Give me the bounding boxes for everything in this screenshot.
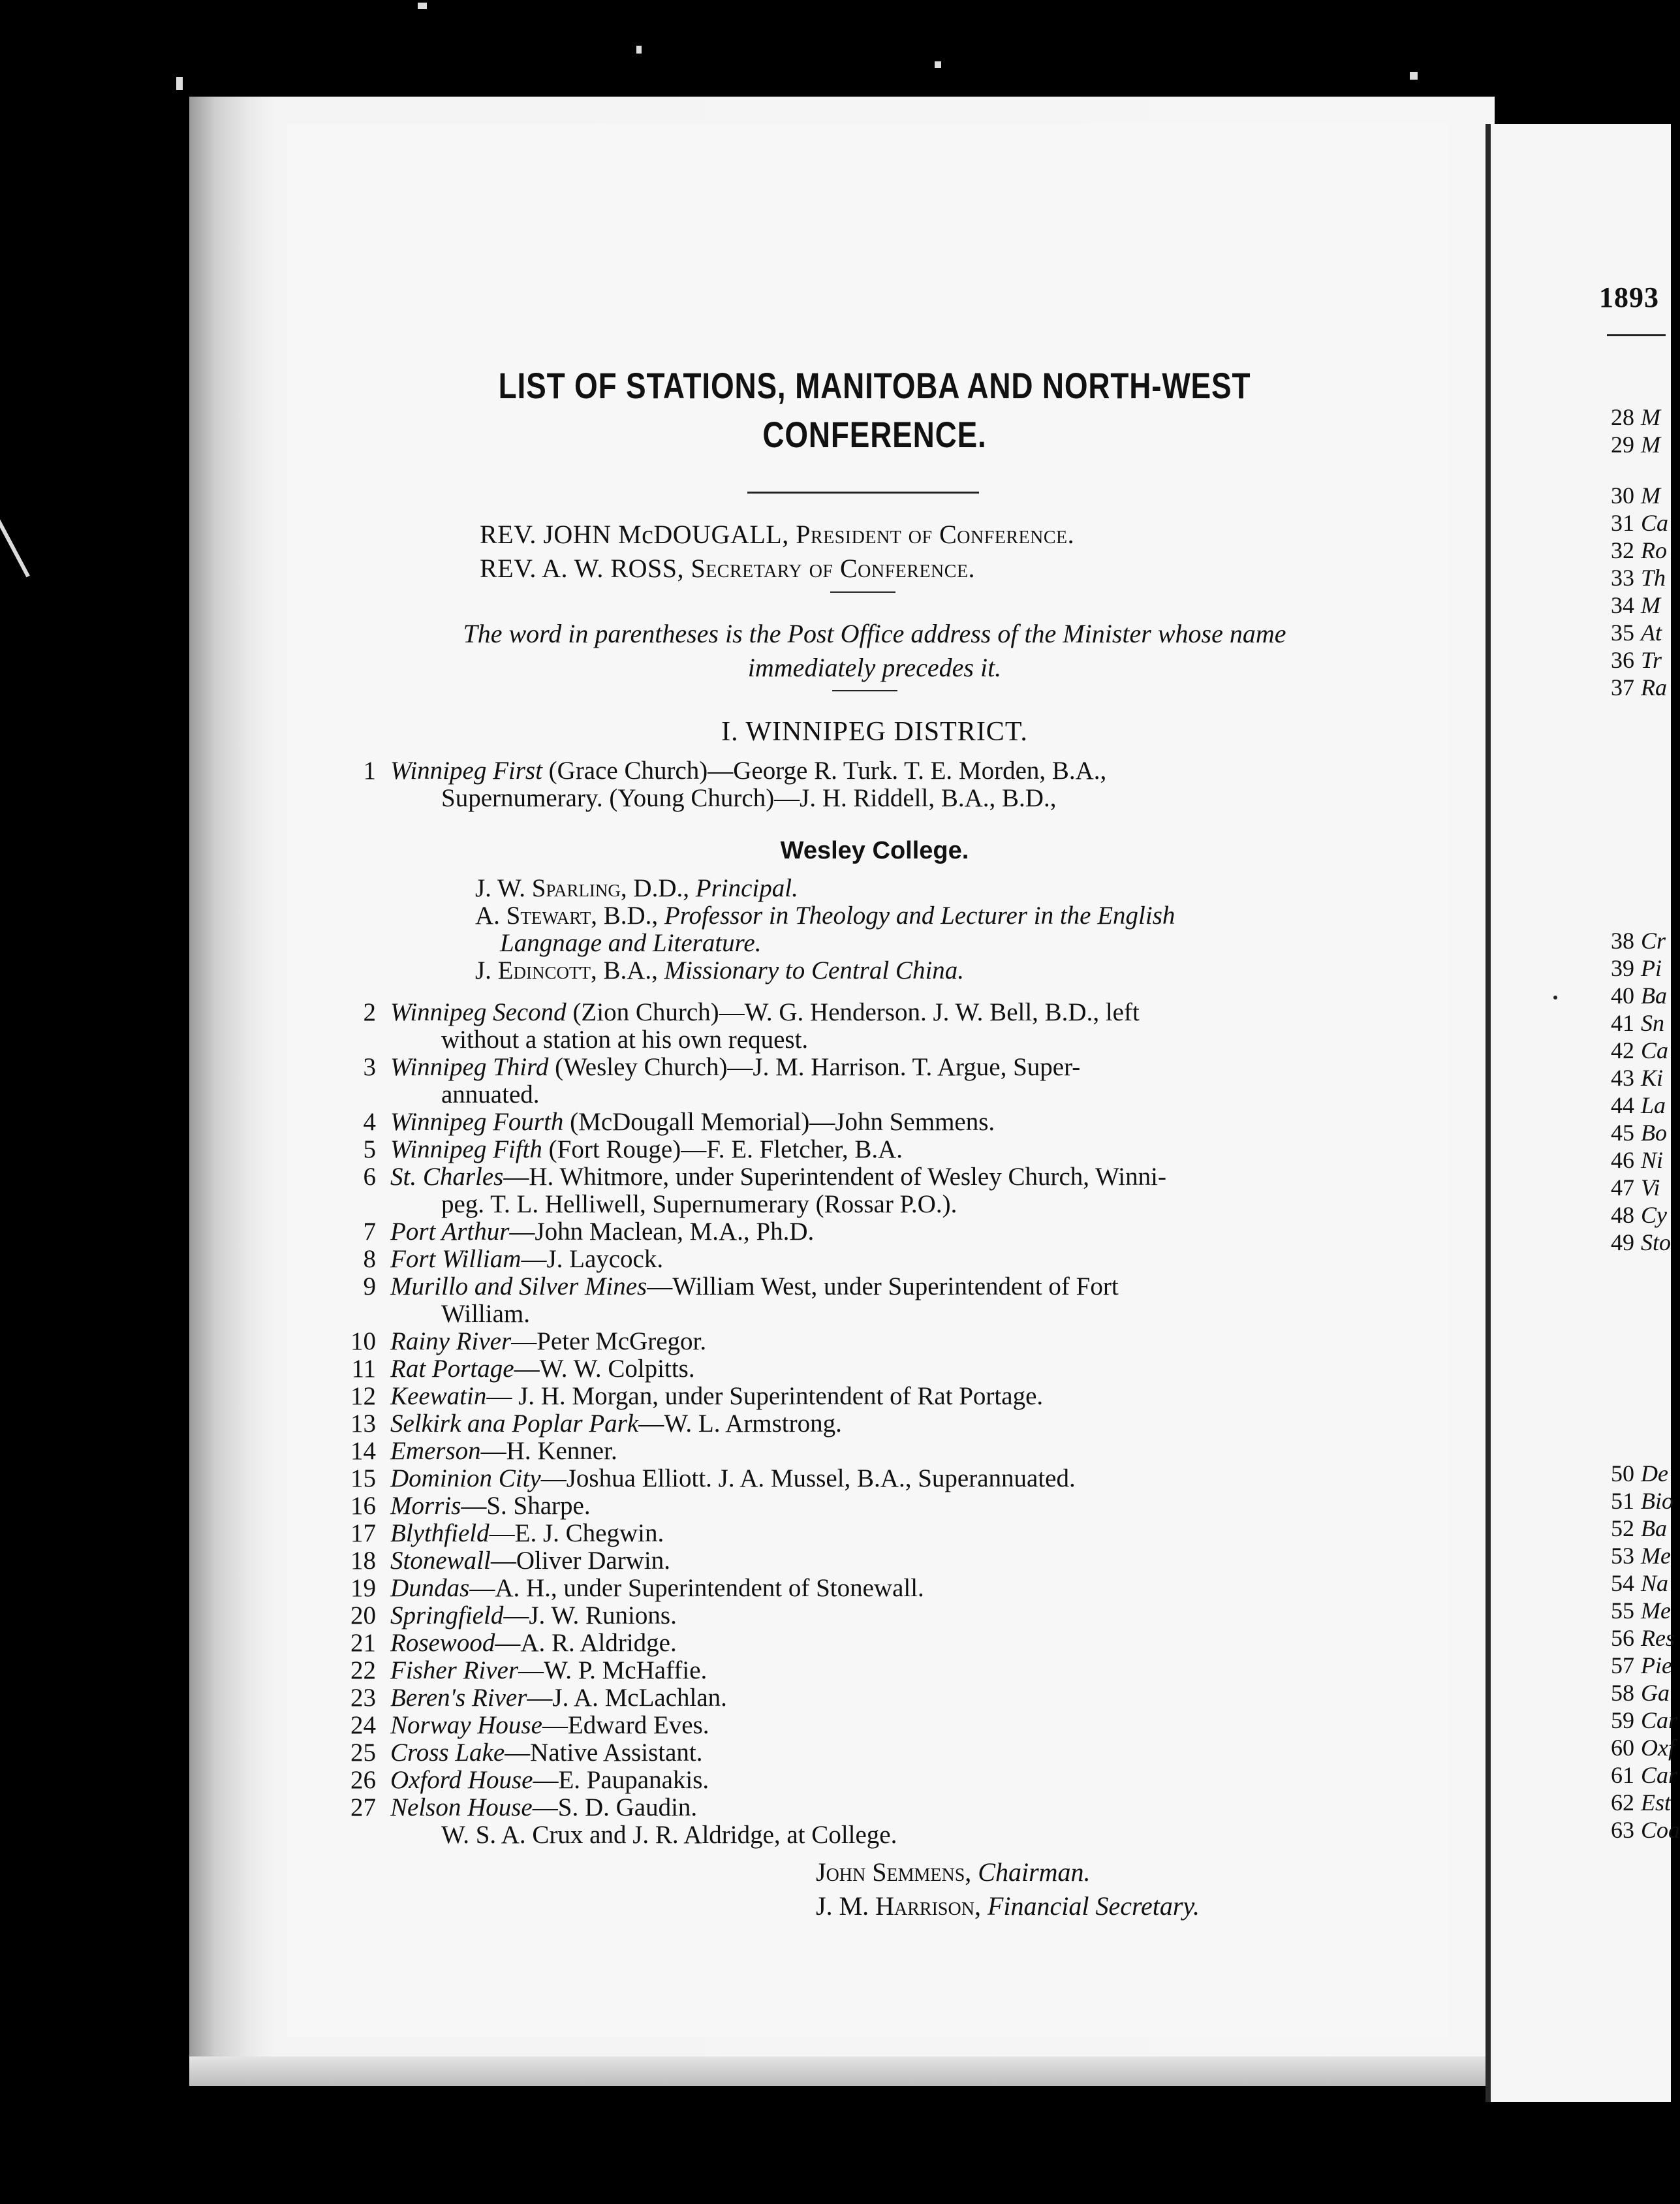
station-number: 13: [350, 1409, 376, 1438]
district-heading: I. WINNIPEG DISTRICT.: [721, 717, 1028, 747]
right-page-entry-number: 35: [1611, 620, 1634, 646]
right-page-entry: [1600, 482, 1660, 509]
station-text: —W. L. Armstrong.: [638, 1409, 842, 1438]
station-text: —J. A. McLachlan.: [527, 1684, 727, 1712]
right-page-entry-number: 62: [1611, 1789, 1634, 1816]
station-entry: [350, 1739, 1330, 1767]
right-page-entry: [1600, 646, 1662, 674]
station-text: —W. W. Colpitts.: [514, 1355, 695, 1383]
right-page-entry-text: Ba: [1641, 983, 1667, 1009]
right-page-entry: [1600, 1146, 1663, 1174]
right-page-entry-text: Ca: [1641, 510, 1669, 536]
right-page-entry-text: Ca: [1641, 1037, 1669, 1063]
right-page-entry-number: 51: [1611, 1488, 1634, 1514]
college-staff: [475, 875, 1337, 902]
station-text: —Native Assistant.: [505, 1739, 703, 1767]
station-place: Dominion City: [390, 1464, 541, 1492]
right-page-entry: [1600, 537, 1667, 564]
right-page-entry-text: Ba: [1641, 1515, 1667, 1541]
right-page-entry-number: 47: [1611, 1174, 1634, 1201]
station-text: —John Maclean, M.A., Ph.D.: [509, 1218, 815, 1246]
station-text: —Joshua Elliott. J. A. Mussel, B.A., Superannuated.: [540, 1464, 1076, 1492]
staff-name: A. Stewart: [475, 902, 591, 930]
staff-degree: , B.D.,: [591, 902, 664, 930]
station-text: —H. Whitmore, under Superintendent of Wesley Church, Winni-: [503, 1163, 1166, 1191]
right-page-entry: [1600, 431, 1660, 458]
right-page-entry-text: M: [1641, 482, 1660, 509]
right-page-entry-number: 63: [1611, 1817, 1634, 1843]
station-place: Emerson: [390, 1437, 481, 1465]
right-page-entry-text: Ni: [1641, 1147, 1664, 1173]
station-text: — J. H. Morgan, under Superintendent of Rat Portage.: [486, 1382, 1044, 1410]
station-continuation: William.: [441, 1300, 530, 1328]
scan-speck: [636, 46, 642, 54]
right-page-entry-text: Th: [1641, 565, 1666, 591]
station-number: 23: [350, 1684, 376, 1712]
right-page-entry-text: Me: [1641, 1543, 1671, 1569]
right-page-entry-text: Bo: [1641, 1120, 1667, 1146]
station-number: 16: [350, 1492, 376, 1520]
station-text: (Grace Church)—George R. Turk. T. E. Morden, B.A.,: [542, 757, 1107, 785]
station-number: 9: [363, 1272, 376, 1300]
staff-role-continuation: Langnage and Literature.: [500, 929, 762, 957]
scan-speck: [1410, 72, 1418, 80]
right-page-entry-text: Ga: [1641, 1680, 1670, 1706]
station-place: St. Charles: [390, 1163, 504, 1191]
station-text: —Oliver Darwin.: [490, 1547, 670, 1575]
right-page-entry: [1600, 591, 1660, 619]
station-place: Stonewall: [390, 1547, 491, 1575]
right-page-entry-text: M: [1641, 592, 1660, 618]
station-entry: [350, 1629, 1330, 1657]
right-page-entry-number: 43: [1611, 1065, 1634, 1091]
right-page-entry: [1600, 1734, 1675, 1761]
right-page-entry-number: 52: [1611, 1515, 1634, 1541]
right-page-entry-number: 53: [1611, 1543, 1634, 1569]
signature-role: Financial Secretary.: [987, 1891, 1200, 1921]
right-page-entry-number: 55: [1611, 1598, 1634, 1624]
right-page-entry: [1600, 1542, 1671, 1569]
station-place: Fisher River: [390, 1656, 519, 1684]
college-staff: [475, 957, 1337, 984]
right-page-entry: [1600, 1789, 1671, 1816]
staff-name: J. W. Sparling: [475, 874, 621, 902]
station-entry: [363, 1245, 1330, 1273]
station-entry: [363, 757, 1330, 812]
station-text: —Peter McGregor.: [511, 1327, 707, 1355]
station-text: —W. P. McHaffie.: [518, 1656, 708, 1684]
college-staff: [475, 902, 1337, 957]
college-students-note: W. S. A. Crux and J. R. Aldridge, at College.: [441, 1821, 897, 1849]
station-text: —William West, under Superintendent of Fort: [647, 1272, 1119, 1300]
officer-president: [480, 518, 1074, 552]
station-entry: [350, 1327, 1330, 1355]
station-text: —S. Sharpe.: [461, 1492, 591, 1520]
right-page-entry-number: 61: [1611, 1762, 1634, 1788]
right-page-entry: [1600, 1174, 1660, 1201]
station-place: Springfield: [390, 1601, 504, 1629]
station-entry: [363, 1135, 1330, 1163]
right-page-entry: [1600, 1487, 1673, 1515]
station-entry: [363, 998, 1330, 1054]
station-number: 5: [363, 1135, 376, 1163]
note-rule: [832, 690, 897, 691]
right-page-entry: [1600, 1816, 1680, 1844]
station-entry: [350, 1656, 1330, 1684]
right-page-entry-text: Ra: [1641, 674, 1667, 701]
station-place: Winnipeg First: [390, 757, 542, 785]
station-number: 6: [363, 1163, 376, 1191]
right-page-entry-number: 34: [1611, 592, 1634, 618]
right-page-entry-text: M: [1641, 432, 1660, 458]
right-page-entry-number: 57: [1611, 1652, 1634, 1678]
station-place: Murillo and Silver Mines: [390, 1272, 647, 1300]
right-page-entry-number: 36: [1611, 647, 1634, 673]
right-page-entry-number: 30: [1611, 482, 1634, 509]
station-continuation: annuated.: [441, 1080, 540, 1109]
station-place: Beren's River: [390, 1684, 527, 1712]
station-number: 15: [350, 1464, 376, 1492]
right-page-entry: [1600, 619, 1662, 646]
right-page-entry-number: 48: [1611, 1202, 1634, 1228]
right-page-entry-text: Pie: [1641, 1652, 1672, 1678]
right-page-entry-number: 39: [1611, 955, 1634, 981]
right-page-entry-number: 49: [1611, 1229, 1634, 1255]
right-page-entry: [1600, 674, 1667, 701]
station-entry: [350, 1601, 1330, 1629]
station-number: 21: [350, 1629, 376, 1657]
station-place: Blythfield: [390, 1519, 490, 1547]
officer-role: President of Conference.: [796, 520, 1075, 549]
station-number: 8: [363, 1245, 376, 1273]
station-entry: [350, 1793, 1330, 1821]
right-page-entry-number: 28: [1611, 404, 1634, 430]
station-number: 10: [350, 1327, 376, 1355]
station-place: Dundas: [390, 1574, 470, 1602]
station-number: 1: [363, 757, 376, 785]
right-page-entry-text: Oxf: [1641, 1735, 1675, 1761]
station-place: Oxford House: [390, 1766, 533, 1794]
right-page-entry-text: Car: [1641, 1762, 1678, 1788]
signature-chairman: John Semmens, Chairman.: [816, 1857, 1091, 1887]
station-continuation: without a station at his own request.: [441, 1026, 809, 1054]
station-entry: [363, 1272, 1330, 1328]
station-number: 3: [363, 1053, 376, 1081]
station-entry: [350, 1684, 1330, 1712]
page-title-line-2: CONFERENCE.: [762, 414, 987, 455]
right-page-entry: [1600, 1569, 1668, 1597]
right-page-entry-text: De: [1641, 1460, 1668, 1487]
staff-degree: , B.A.,: [590, 956, 664, 984]
station-text: —S. D. Gaudin.: [532, 1793, 698, 1821]
officer-secretary: [480, 552, 975, 586]
right-page-entry: [1600, 1597, 1671, 1624]
signature-name: John Semmens: [816, 1857, 965, 1887]
right-page-entry-number: 58: [1611, 1680, 1634, 1706]
right-page-entry-text: Coa: [1641, 1817, 1680, 1843]
right-page-entry: [1600, 1624, 1675, 1652]
right-page-entry-number: 41: [1611, 1010, 1634, 1036]
station-number: 25: [350, 1739, 376, 1767]
station-entry: [350, 1711, 1330, 1739]
right-page-entry-number: 59: [1611, 1707, 1634, 1733]
scan-speck: [176, 77, 183, 90]
right-page-entry-number: 45: [1611, 1120, 1634, 1146]
right-page-entry-number: 54: [1611, 1570, 1634, 1596]
right-page-entry-text: Me: [1641, 1598, 1671, 1624]
title-rule: [747, 492, 979, 494]
station-entry: [350, 1464, 1330, 1492]
right-page-entry-text: Cr: [1641, 928, 1666, 954]
station-place: Keewatin: [390, 1382, 487, 1410]
station-place: Winnipeg Second: [390, 998, 567, 1026]
right-page-entry: [1600, 1679, 1670, 1707]
right-page-entry-number: 40: [1611, 983, 1634, 1009]
station-entry: [350, 1437, 1330, 1465]
station-number: 2: [363, 998, 376, 1026]
right-page-entry: [1600, 1229, 1671, 1256]
scan-speck: [0, 507, 30, 578]
station-number: 27: [350, 1793, 376, 1821]
signature-role: Chairman.: [978, 1857, 1091, 1887]
station-number: 4: [363, 1108, 376, 1136]
right-page-entry-text: Bio: [1641, 1488, 1673, 1514]
station-number: 19: [350, 1574, 376, 1602]
officer-role: Secretary of Conference.: [691, 554, 976, 583]
station-number: 7: [363, 1218, 376, 1246]
page-title-line-1: LIST OF STATIONS, MANITOBA AND NORTH-WEST: [498, 365, 1251, 406]
right-page-entry-number: 38: [1611, 928, 1634, 954]
post-office-note-line-1: The word in parentheses is the Post Office address of the Minister whose name: [463, 619, 1286, 648]
right-page-entry-text: Ki: [1641, 1065, 1664, 1091]
right-page-entry-text: Cy: [1641, 1202, 1667, 1228]
right-page-entry-number: 42: [1611, 1037, 1634, 1063]
right-page-entry: [1600, 927, 1666, 954]
right-page-entry: [1600, 1009, 1664, 1037]
right-page-entry-number: 50: [1611, 1460, 1634, 1487]
right-page-entry-text: Est: [1641, 1789, 1672, 1816]
station-text: —E. Paupanakis.: [533, 1766, 709, 1794]
right-page-entry: [1600, 1460, 1668, 1487]
right-page-entry: [1600, 1652, 1672, 1679]
page-bottom-edge: [189, 2056, 1495, 2086]
station-number: 14: [350, 1437, 376, 1465]
station-place: Fort William: [390, 1245, 521, 1273]
right-page-entry: [1600, 982, 1667, 1009]
right-page-entry-number: 37: [1611, 674, 1634, 701]
station-number: 22: [350, 1656, 376, 1684]
station-number: 11: [351, 1355, 376, 1383]
station-number: 20: [350, 1601, 376, 1629]
post-office-note-line-2: immediately precedes it.: [747, 653, 1002, 682]
right-page-entry: [1600, 564, 1666, 591]
right-page-entry: [1600, 403, 1660, 431]
station-place: Winnipeg Third: [390, 1053, 549, 1081]
station-entry: [350, 1547, 1330, 1575]
officer-name: REV. A. W. ROSS,: [480, 554, 691, 583]
station-text: (McDougall Memorial)—John Semmens.: [563, 1108, 995, 1136]
station-place: Morris: [390, 1492, 461, 1520]
station-place: Winnipeg Fourth: [390, 1108, 564, 1136]
officer-name: REV. JOHN McDOUGALL,: [480, 520, 796, 549]
station-place: Selkirk ana Poplar Park: [390, 1409, 639, 1438]
right-page-entry-number: 46: [1611, 1147, 1634, 1173]
station-text: —A. H., under Superintendent of Stonewall.: [469, 1574, 924, 1602]
right-page-entry-number: 33: [1611, 565, 1634, 591]
right-page-entry: [1600, 509, 1668, 537]
station-entry: [350, 1519, 1330, 1547]
staff-role: Principal.: [695, 874, 798, 902]
right-page-entry: [1600, 954, 1662, 982]
right-page-entry-text: Ro: [1641, 537, 1667, 563]
right-page-entry-text: Car: [1641, 1707, 1678, 1733]
right-page-entry-number: 60: [1611, 1735, 1634, 1761]
station-place: Norway House: [390, 1711, 542, 1739]
right-page-entry-text: Tr: [1641, 647, 1662, 673]
signature-name: J. M. Harrison: [816, 1891, 974, 1921]
station-place: Rat Portage: [390, 1355, 514, 1383]
station-text: (Fort Rouge)—F. E. Fletcher, B.A.: [542, 1135, 903, 1163]
right-page-entry: [1600, 1201, 1667, 1229]
station-entry: [350, 1766, 1330, 1794]
right-page-entry-text: At: [1641, 620, 1662, 646]
station-text: —J. Laycock.: [521, 1245, 664, 1273]
station-text: —E. J. Chegwin.: [489, 1519, 664, 1547]
right-page-entry-text: Sto: [1641, 1229, 1672, 1255]
station-entry: [363, 1108, 1330, 1136]
station-continuation: peg. T. L. Helliwell, Supernumerary (Rossar P.O.).: [441, 1190, 957, 1218]
right-page-rule: [1607, 334, 1666, 336]
station-entry: [350, 1492, 1330, 1520]
station-place: Rainy River: [390, 1327, 512, 1355]
right-page-entry: [1600, 1037, 1668, 1064]
right-page-entry-number: 31: [1611, 510, 1634, 536]
right-page-entry-number: 44: [1611, 1092, 1634, 1118]
station-entry: [350, 1574, 1330, 1602]
station-number: 26: [350, 1766, 376, 1794]
station-entry: [350, 1382, 1330, 1410]
station-entry: [363, 1053, 1330, 1109]
station-number: 24: [350, 1711, 376, 1739]
right-page-entry: [1600, 1119, 1667, 1146]
right-page-entry-text: Na: [1641, 1570, 1669, 1596]
right-page-entry-number: 29: [1611, 432, 1634, 458]
scan-speck: [935, 61, 941, 68]
signature-financial-secretary: J. M. Harrison, Financial Secretary.: [816, 1891, 1200, 1921]
station-continuation: Supernumerary. (Young Church)—J. H. Riddell, B.A., B.D.,: [441, 784, 1057, 812]
right-page-entry: [1600, 1761, 1677, 1789]
right-page-entry: [1600, 1092, 1666, 1119]
right-page-dot: [1553, 996, 1557, 1000]
staff-role: Professor in Theology and Lecturer in the English: [664, 902, 1175, 930]
staff-role: Missionary to Central China.: [664, 956, 965, 984]
station-text: —A. R. Aldridge.: [495, 1629, 677, 1657]
right-page-entry: [1600, 1515, 1667, 1542]
right-page-entry-text: Res: [1641, 1625, 1675, 1651]
right-page-entry: [1600, 1064, 1663, 1092]
right-page-year: 1893: [1599, 281, 1659, 313]
station-text: —J. W. Runions.: [503, 1601, 677, 1629]
station-entry: [350, 1409, 1330, 1438]
station-text: —H. Kenner.: [480, 1437, 617, 1465]
right-page-entry-number: 32: [1611, 537, 1634, 563]
station-place: Cross Lake: [390, 1739, 505, 1767]
right-page-entry-text: Vi: [1641, 1174, 1660, 1201]
station-number: 18: [350, 1547, 376, 1575]
college-heading: Wesley College.: [780, 837, 969, 864]
station-entry: [351, 1355, 1330, 1383]
right-page-entry-text: Sn: [1641, 1010, 1664, 1036]
right-page-entry: [1600, 1707, 1677, 1734]
staff-name: J. Edincott: [475, 956, 591, 984]
station-number: 17: [350, 1519, 376, 1547]
station-number: 12: [350, 1382, 376, 1410]
right-page-entry-text: Pi: [1641, 955, 1662, 981]
station-place: Nelson House: [390, 1793, 533, 1821]
scan-speck: [418, 3, 427, 9]
station-place: Winnipeg Fifth: [390, 1135, 542, 1163]
station-place: Port Arthur: [390, 1218, 510, 1246]
staff-degree: , D.D.,: [620, 874, 696, 902]
station-text: —Edward Eves.: [542, 1711, 709, 1739]
officer-rule: [830, 591, 895, 593]
right-page-entry-text: La: [1641, 1092, 1666, 1118]
station-entry: [363, 1218, 1330, 1246]
station-entry: [363, 1163, 1330, 1218]
right-page-entry-text: M: [1641, 404, 1660, 430]
station-text: (Wesley Church)—J. M. Harrison. T. Argue, Super-: [548, 1053, 1081, 1081]
right-page-entry-number: 56: [1611, 1625, 1634, 1651]
station-place: Rosewood: [390, 1629, 495, 1657]
station-text: (Zion Church)—W. G. Henderson. J. W. Bell, B.D., left: [566, 998, 1140, 1026]
